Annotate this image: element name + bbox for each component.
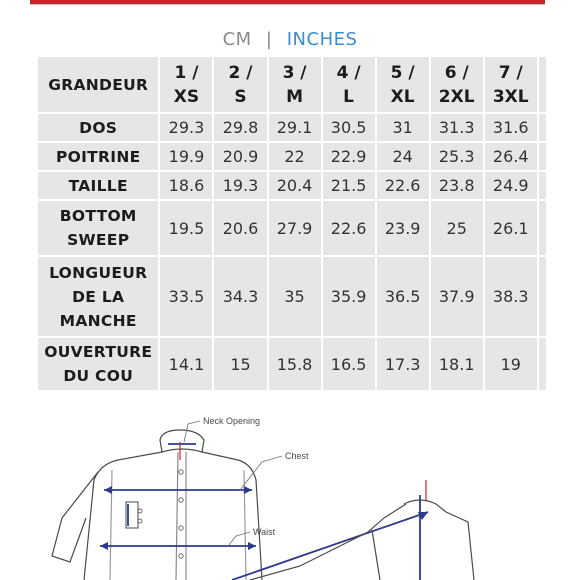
table-overflow-cell <box>539 201 546 255</box>
unit-cm-option[interactable]: CM <box>222 28 252 50</box>
table-cell: 16.5 <box>323 338 375 390</box>
row-label-dos: DOS <box>38 114 158 141</box>
size-header-2xl: 6 / 2XL <box>431 57 483 112</box>
table-row <box>38 257 546 336</box>
waist-label: Waist <box>253 527 276 537</box>
size-header-xl: 5 / XL <box>377 57 429 112</box>
table-cell: 15.8 <box>269 338 321 390</box>
table-cell: 26.4 <box>485 143 537 170</box>
table-row <box>38 201 546 255</box>
table-overflow-column <box>539 57 546 112</box>
table-cell: 20.4 <box>269 172 321 199</box>
table-cell: 18.1 <box>431 338 483 390</box>
shirt-back-outline <box>250 500 474 580</box>
table-overflow-cell <box>539 114 546 141</box>
table-cell: 19 <box>485 338 537 390</box>
cuff-button-dot <box>138 519 142 523</box>
top-accent-bar <box>0 0 580 5</box>
shirt-measurement-diagram <box>0 400 580 580</box>
measurement-lines <box>100 444 428 580</box>
table-cell: 38.3 <box>485 257 537 336</box>
table-cell: 20.6 <box>214 201 266 255</box>
chest-callout-leader <box>240 456 282 490</box>
unit-separator: | <box>265 28 273 50</box>
table-cell: 27.9 <box>269 201 321 255</box>
size-header-l: 4 / L <box>323 57 375 112</box>
table-cell: 30.5 <box>323 114 375 141</box>
row-label-ouverture-du-cou: OUVERTURE DU COU <box>38 338 158 390</box>
waist-callout-leader <box>228 532 250 546</box>
table-cell: 31 <box>377 114 429 141</box>
table-overflow-cell <box>539 143 546 170</box>
table-overflow-cell <box>539 172 546 199</box>
table-cell: 22.6 <box>377 172 429 199</box>
table-header-row <box>38 57 546 112</box>
arrowhead <box>104 486 112 494</box>
collar-shape <box>160 430 204 452</box>
back-sleeve-measure-line <box>232 512 428 580</box>
table-cell: 37.9 <box>431 257 483 336</box>
button-dot <box>179 554 183 558</box>
top-grey-line <box>30 4 545 5</box>
table-cell: 34.3 <box>214 257 266 336</box>
button-dot <box>179 470 183 474</box>
unit-toggle <box>0 28 580 52</box>
left-sleeve <box>52 472 98 562</box>
table-cell: 21.5 <box>323 172 375 199</box>
table-label-header: GRANDEUR <box>38 57 158 112</box>
measurement-arrowheads <box>100 486 428 550</box>
table-cell: 22 <box>269 143 321 170</box>
table-row <box>38 114 546 141</box>
size-header-xs: 1 / XS <box>160 57 212 112</box>
table-cell: 17.3 <box>377 338 429 390</box>
size-header-3xl: 7 / 3XL <box>485 57 537 112</box>
back-side-line <box>372 530 380 580</box>
table-cell: 15 <box>214 338 266 390</box>
row-label-bottom-sweep: BOTTOM SWEEP <box>38 201 158 255</box>
size-header-m: 3 / M <box>269 57 321 112</box>
unit-inches-option[interactable]: INCHES <box>286 28 358 50</box>
size-chart-table <box>36 55 548 392</box>
table-cell: 25.3 <box>431 143 483 170</box>
table-cell: 23.8 <box>431 172 483 199</box>
table-cell: 25 <box>431 201 483 255</box>
back-shoulders <box>384 504 474 580</box>
table-cell: 23.9 <box>377 201 429 255</box>
table-overflow-cell <box>539 338 546 390</box>
neck-opening-label: Neck Opening <box>203 416 261 426</box>
table-row <box>38 338 546 390</box>
left-body-line <box>84 452 162 580</box>
table-cell: 26.1 <box>485 201 537 255</box>
table-overflow-cell <box>539 257 546 336</box>
table-cell: 31.6 <box>485 114 537 141</box>
row-label-longueur-de-la-manche: LONGUEUR DE LA MANCHE <box>38 257 158 336</box>
table-cell: 19.9 <box>160 143 212 170</box>
table-cell: 19.5 <box>160 201 212 255</box>
table-cell: 22.9 <box>323 143 375 170</box>
table-cell: 35 <box>269 257 321 336</box>
back-collar <box>404 500 446 512</box>
chest-label: Chest <box>285 451 309 461</box>
size-header-s: 2 / S <box>214 57 266 112</box>
shirt-front-outline <box>52 430 262 580</box>
table-cell: 24.9 <box>485 172 537 199</box>
table-cell: 29.8 <box>214 114 266 141</box>
table-cell: 22.6 <box>323 201 375 255</box>
table-cell: 19.3 <box>214 172 266 199</box>
table-cell: 29.1 <box>269 114 321 141</box>
table-cell: 20.9 <box>214 143 266 170</box>
table-row <box>38 143 546 170</box>
table-cell: 29.3 <box>160 114 212 141</box>
table-cell: 33.5 <box>160 257 212 336</box>
button-dot <box>179 526 183 530</box>
table-cell: 14.1 <box>160 338 212 390</box>
row-label-taille: TAILLE <box>38 172 158 199</box>
table-cell: 35.9 <box>323 257 375 336</box>
table-cell: 24 <box>377 143 429 170</box>
button-dot <box>179 498 183 502</box>
right-body-line <box>202 452 262 580</box>
table-cell: 36.5 <box>377 257 429 336</box>
table-cell: 31.3 <box>431 114 483 141</box>
arrowhead <box>100 542 108 550</box>
arrowhead <box>248 542 256 550</box>
table-row <box>38 172 546 199</box>
row-label-poitrine: POITRINE <box>38 143 158 170</box>
cuff-button-dot <box>138 509 142 513</box>
table-cell: 18.6 <box>160 172 212 199</box>
arrowhead <box>244 486 252 494</box>
